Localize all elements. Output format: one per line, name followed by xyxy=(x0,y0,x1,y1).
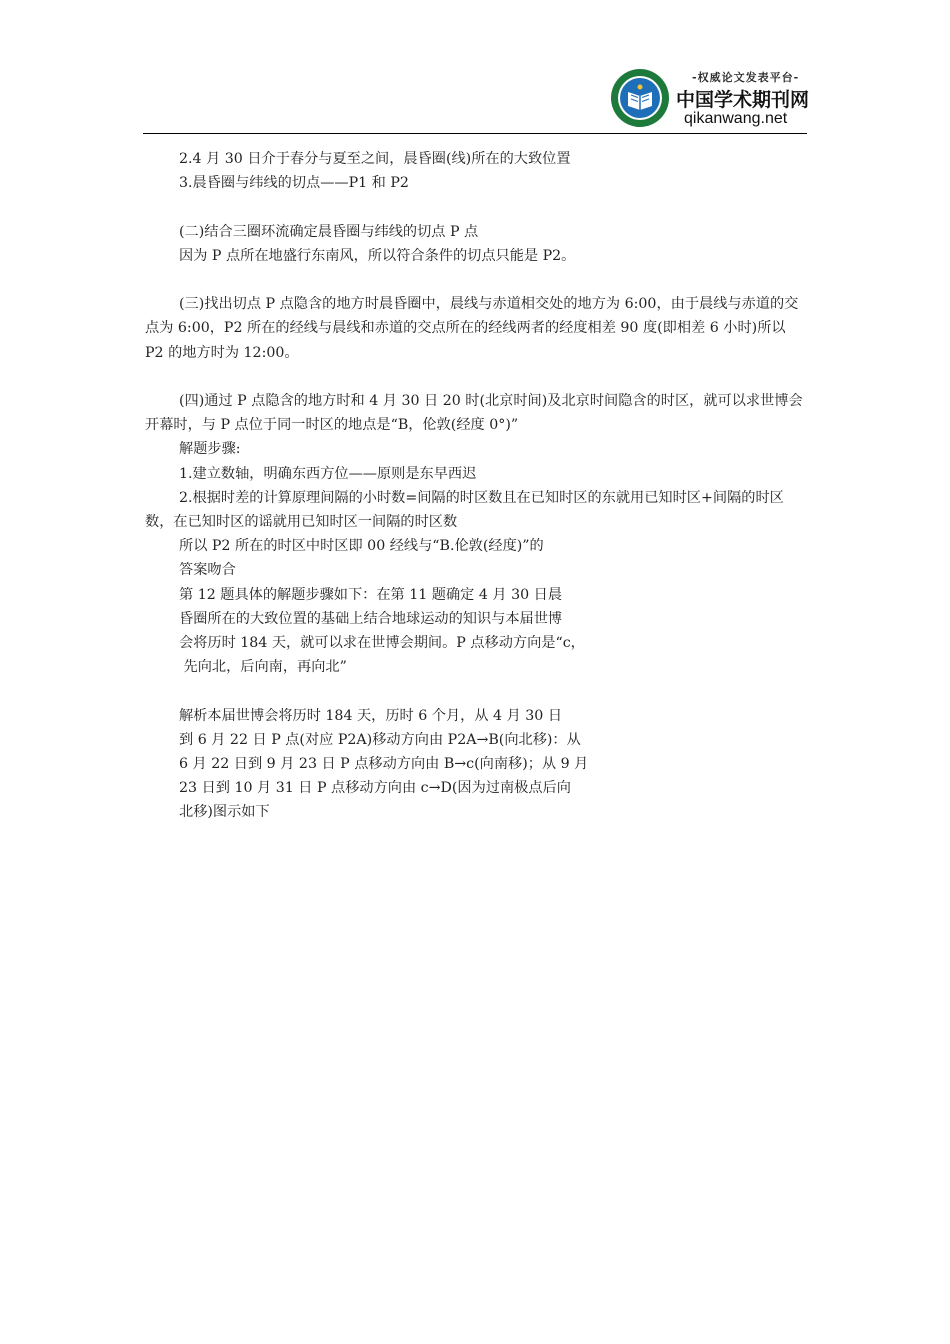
text-line: 第 12 题具体的解题步骤如下：在第 11 题确定 4 月 30 日晨 xyxy=(179,586,563,603)
text-line: 昏圈所在的大致位置的基础上结合地球运动的知识与本届世博 xyxy=(179,610,563,627)
step-item: 2.根据时差的计算原理间隔的小时数=间隔的时区数且在已知时区的东就用已知时区+间隔的时区数，在已知时区的谣就用已知时区一间隔的时区数 xyxy=(145,489,784,530)
text-line: 所以 P2 所在的时区中时区即 00 经线与“B.伦敦(经度)”的 xyxy=(179,538,544,555)
site-logo xyxy=(610,66,810,132)
logo-seal-icon xyxy=(610,68,670,128)
text-line: 6 月 22 日到 9 月 23 日 P 点移动方向由 B→c(向南移)；从 9 月 xyxy=(179,756,589,773)
paragraph: (四)通过 P 点隐含的地方时和 4 月 30 日 20 时(北京时间)及北京时间隐含的时区，就可以求世博会开幕时，与 P 点位于同一时区的地点是“B，伦敦(经度 0°)” xyxy=(145,392,803,434)
logo-brand-cn: 中国学术期刊网 xyxy=(676,89,810,111)
text-line: 答案吻合 xyxy=(179,562,236,579)
text-line: 解析本届世博会将历时 184 天，历时 6 个月，从 4 月 30 日 xyxy=(179,707,563,724)
logo-tagline: -权威论文发表平台- xyxy=(692,71,800,84)
steps-heading: 解题步骤: xyxy=(179,441,241,458)
text-line: 北移)图示如下 xyxy=(179,804,270,821)
text-line: 先向北，后向南，再向北” xyxy=(179,659,347,676)
section-heading: (二)结合三圈环流确定晨昏圈与纬线的切点 P 点 xyxy=(179,223,479,240)
text-line: 会将历时 184 天，就可以求在世博会期间。P 点移动方向是“c， xyxy=(179,635,585,652)
header-divider xyxy=(143,133,807,134)
paragraph-block xyxy=(145,534,808,679)
logo-brand-en: qikanwang.net xyxy=(684,110,788,127)
paragraph-block xyxy=(145,704,808,825)
step-item: 1.建立数轴，明确东西方位——原则是东早西迟 xyxy=(179,465,477,482)
document-body xyxy=(145,147,808,825)
text-line: 到 6 月 22 日 P 点(对应 P2A)移动方向由 P2A→B(向北移)：从 xyxy=(179,731,581,748)
paragraph: 2.4 月 30 日介于春分与夏至之间，晨昏圈(线)所在的大致位置 xyxy=(179,151,571,167)
paragraph: (三)找出切点 P 点隐含的地方时晨昏圈中，晨线与赤道相交处的地方为 6:00，由于晨线与赤道的交点为 6:00，P2 所在的经线与晨线和赤道的交点所在的经线两者的经度相差 90 度(即相差 6 小时)所以 P2 的地方时为 12:00。 xyxy=(145,296,799,361)
paragraph: 因为 P 点所在地盛行东南风，所以符合条件的切点只能是 P2。 xyxy=(179,247,576,264)
paragraph: 3.晨昏圈与纬线的切点——P1 和 P2 xyxy=(179,175,409,192)
text-line: 23 日到 10 月 31 日 P 点移动方向由 c→D(因为过南极点后向 xyxy=(179,780,571,797)
